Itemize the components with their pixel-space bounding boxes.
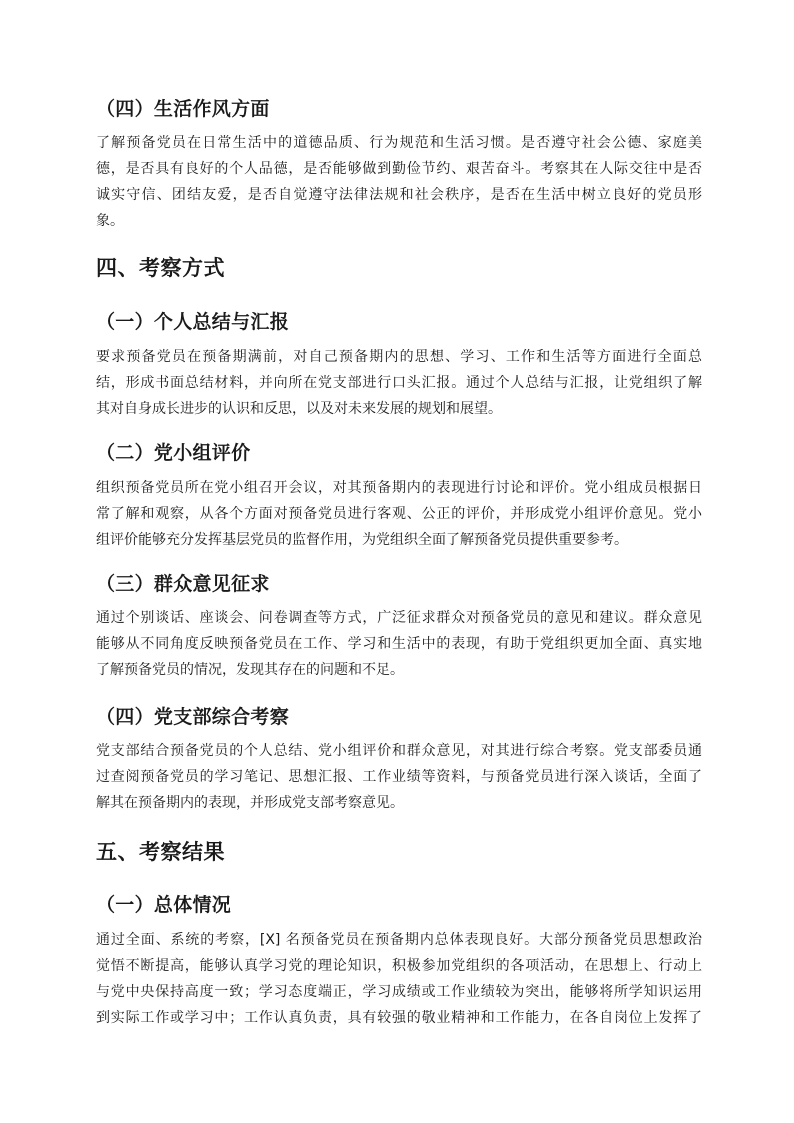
paragraph-public-opinion bbox=[96, 605, 702, 683]
text-line: 了解预备党员的情况，发现其存在的问题和不足。 bbox=[96, 662, 404, 678]
text-line: 要求预备党员在预备期满前，对自己预备期内的思想、学习、工作和生活等方面进行全面总 bbox=[96, 349, 702, 365]
section-heading-overall: （一）总体情况 bbox=[96, 894, 232, 916]
section-heading-public-opinion: （三）群众意见征求 bbox=[96, 573, 270, 595]
text-line: 与党中央保持高度一致；学习态度端正，学习成绩或工作业绩较为突出，能够将所学知识运用 bbox=[96, 984, 702, 1000]
text-line: 其对自身成长进步的认识和反思，以及对未来发展的规划和展望。 bbox=[96, 401, 502, 417]
text-line: 结，形成书面总结材料，并向所在党支部进行口头汇报。通过个人总结与汇报，让党组织了解 bbox=[96, 375, 702, 391]
paragraph-personal-summary bbox=[96, 344, 702, 422]
text-line: 诚实守信、团结友爱，是否自觉遵守法律法规和社会秩序，是否在生活中树立良好的党员形 bbox=[96, 187, 702, 203]
text-line: 常了解和观察，从各个方面对预备党员进行客观、公正的评价，并形成党小组评价意见。党小 bbox=[96, 506, 702, 522]
paragraph-group-evaluation bbox=[96, 475, 702, 553]
paragraph-branch-review bbox=[96, 738, 702, 816]
paragraph-lifestyle bbox=[96, 130, 702, 234]
section-heading-personal-summary: （一）个人总结与汇报 bbox=[96, 311, 290, 333]
text-line: 了解预备党员在日常生活中的道德品质、行为规范和生活习惯。是否遵守社会公德、家庭美 bbox=[96, 135, 702, 151]
paragraph-overall bbox=[96, 927, 702, 1031]
text-line: 德，是否具有良好的个人品德，是否能够做到勤俭节约、艰苦奋斗。考察其在人际交往中是否 bbox=[96, 161, 702, 177]
text-line: 象。 bbox=[96, 213, 124, 229]
text-line: 通过全面、系统的考察，[X] 名预备党员在预备期内总体表现良好。大部分预备党员思想政治 bbox=[96, 932, 702, 948]
text-line: 觉悟不断提高，能够认真学习党的理论知识，积极参加党组织的各项活动，在思想上、行动上 bbox=[96, 958, 702, 974]
section-heading-branch-review: （四）党支部综合考察 bbox=[96, 706, 290, 728]
text-line: 通过个别谈话、座谈会、问卷调查等方式，广泛征求群众对预备党员的意见和建议。群众意见 bbox=[96, 610, 702, 626]
text-line: 组评价能够充分发挥基层党员的监督作用，为党组织全面了解预备党员提供重要参考。 bbox=[96, 532, 628, 548]
section-heading-lifestyle: （四）生活作风方面 bbox=[96, 98, 270, 120]
text-line: 党支部结合预备党员的个人总结、党小组评价和群众意见，对其进行综合考察。党支部委员通 bbox=[96, 743, 702, 759]
part-heading-methods: 四、考察方式 bbox=[96, 256, 225, 280]
text-line: 组织预备党员所在党小组召开会议，对其预备期内的表现进行讨论和评价。党小组成员根据日 bbox=[96, 480, 702, 496]
text-line: 到实际工作或学习中；工作认真负责，具有较强的敬业精神和工作能力，在各自岗位上发挥了 bbox=[96, 1010, 702, 1026]
part-heading-results: 五、考察结果 bbox=[96, 840, 225, 864]
text-line: 过查阅预备党员的学习笔记、思想汇报、工作业绩等资料，与预备党员进行深入谈话，全面了 bbox=[96, 769, 702, 785]
section-heading-group-evaluation: （二）党小组评价 bbox=[96, 442, 251, 464]
text-line: 能够从不同角度反映预备党员在工作、学习和生活中的表现，有助于党组织更加全面、真实地 bbox=[96, 636, 702, 652]
text-line: 解其在预备期内的表现，并形成党支部考察意见。 bbox=[96, 795, 404, 811]
